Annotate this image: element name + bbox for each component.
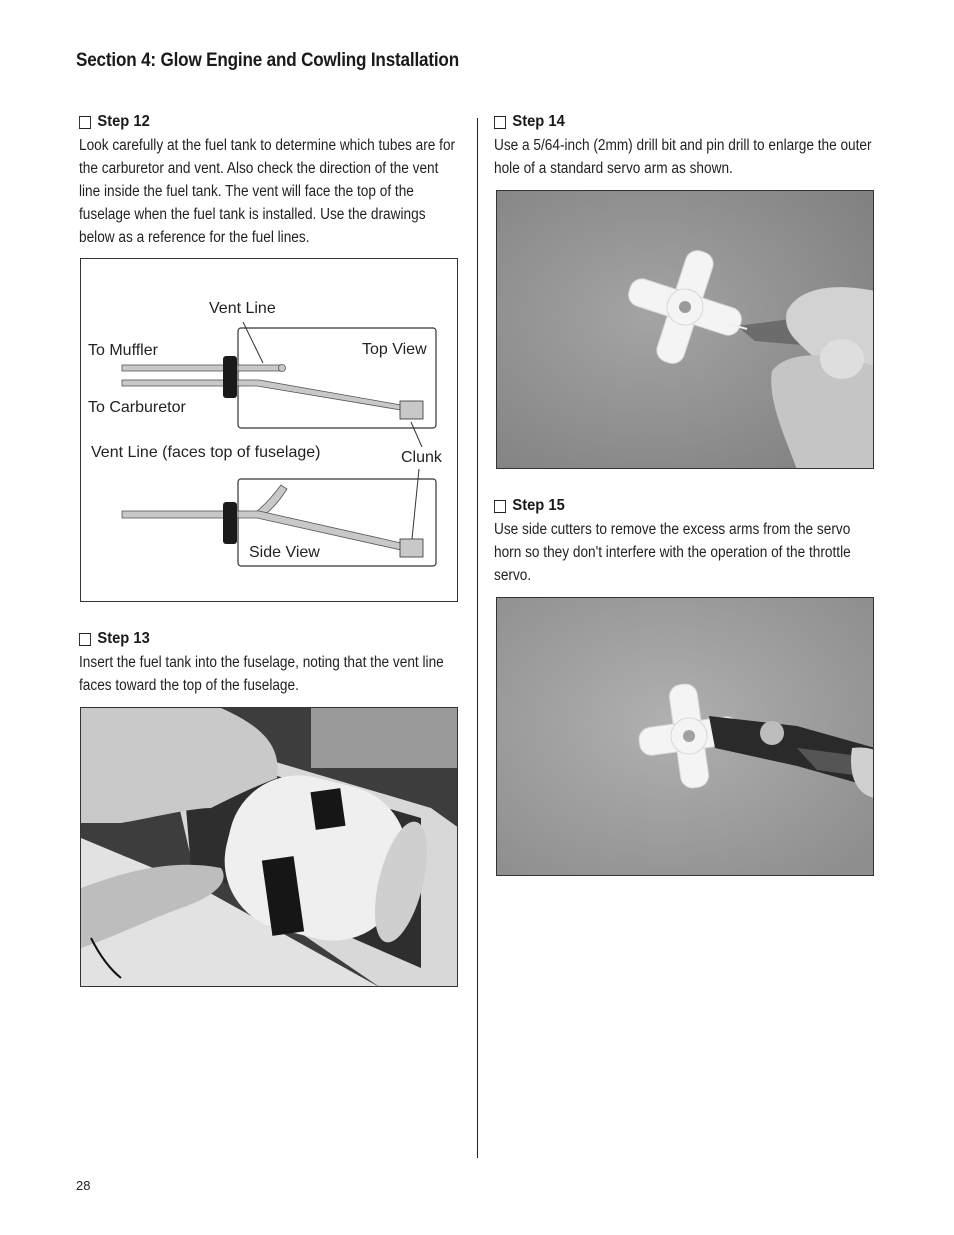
step-12-text: Look carefully at the fuel tank to determine which tubes are for the carburetor and vent. Also check the direction of the vent line inside the fuel tank. The vent will face the top of the fuselage when the fuel tank is installed. Use the drawings below as a reference for the fuel lines. [79,137,456,246]
label-top-view: Top View [362,341,427,358]
step-12-label: Step 12 [97,113,150,130]
clunk-side [400,539,423,557]
step-15-text: Use side cutters to remove the excess arms from the servo horn so they don't interfere with the operation of the throttle servo. [494,521,851,584]
photo-fuel-tank-insertion [80,707,458,987]
side-tube [122,511,240,518]
step-13-label: Step 13 [97,630,150,647]
photo-drill-servo-arm [496,190,874,469]
label-to-muffler: To Muffler [88,342,158,359]
section-title: Section 4: Glow Engine and Cowling Installation [76,50,459,71]
fuel-line-diagram [80,258,458,602]
label-to-carburetor: To Carburetor [88,399,186,416]
step-15-heading [494,494,844,518]
label-clunk: Clunk [401,449,442,466]
checkbox-icon[interactable] [79,633,91,646]
clunk-top [400,401,423,419]
step-14-text: Use a 5/64-inch (2mm) drill bit and pin drill to enlarge the outer hole of a standard servo arm as shown. [494,137,872,177]
stopper-side [223,502,237,544]
checkbox-icon[interactable] [79,116,91,129]
step-15-block [494,494,874,587]
checkbox-icon[interactable] [494,500,506,513]
label-side-view: Side View [249,544,320,561]
fuel-line-diagram-svg [81,259,458,602]
stopper-top [223,356,237,398]
muffler-tube [122,365,240,371]
checkbox-icon[interactable] [494,116,506,129]
vent-tube-inside [238,365,282,371]
photo-cut-svg [497,598,874,876]
photo-drill-svg [497,191,874,469]
step-12-heading [79,110,429,134]
step-15-label: Step 15 [512,497,565,514]
column-divider [477,118,478,1158]
step-13-heading [79,627,429,651]
photo-fuel-tank-svg [81,708,458,987]
left-column [79,110,459,249]
step-14-label: Step 14 [512,113,565,130]
step-14-heading [494,110,844,134]
label-vent-line-faces: Vent Line (faces top of fuselage) [91,444,321,461]
step-13-text: Insert the fuel tank into the fuselage, noting that the vent line faces toward the top of the fuselage. [79,654,444,694]
label-vent-line: Vent Line [209,300,276,317]
page-number: 28 [76,1178,91,1193]
step-13-block [79,627,459,697]
step-14-block [494,110,874,180]
photo-cut-servo-horn [496,597,874,876]
carburetor-tube [122,380,240,386]
vent-tube-end [279,365,286,372]
